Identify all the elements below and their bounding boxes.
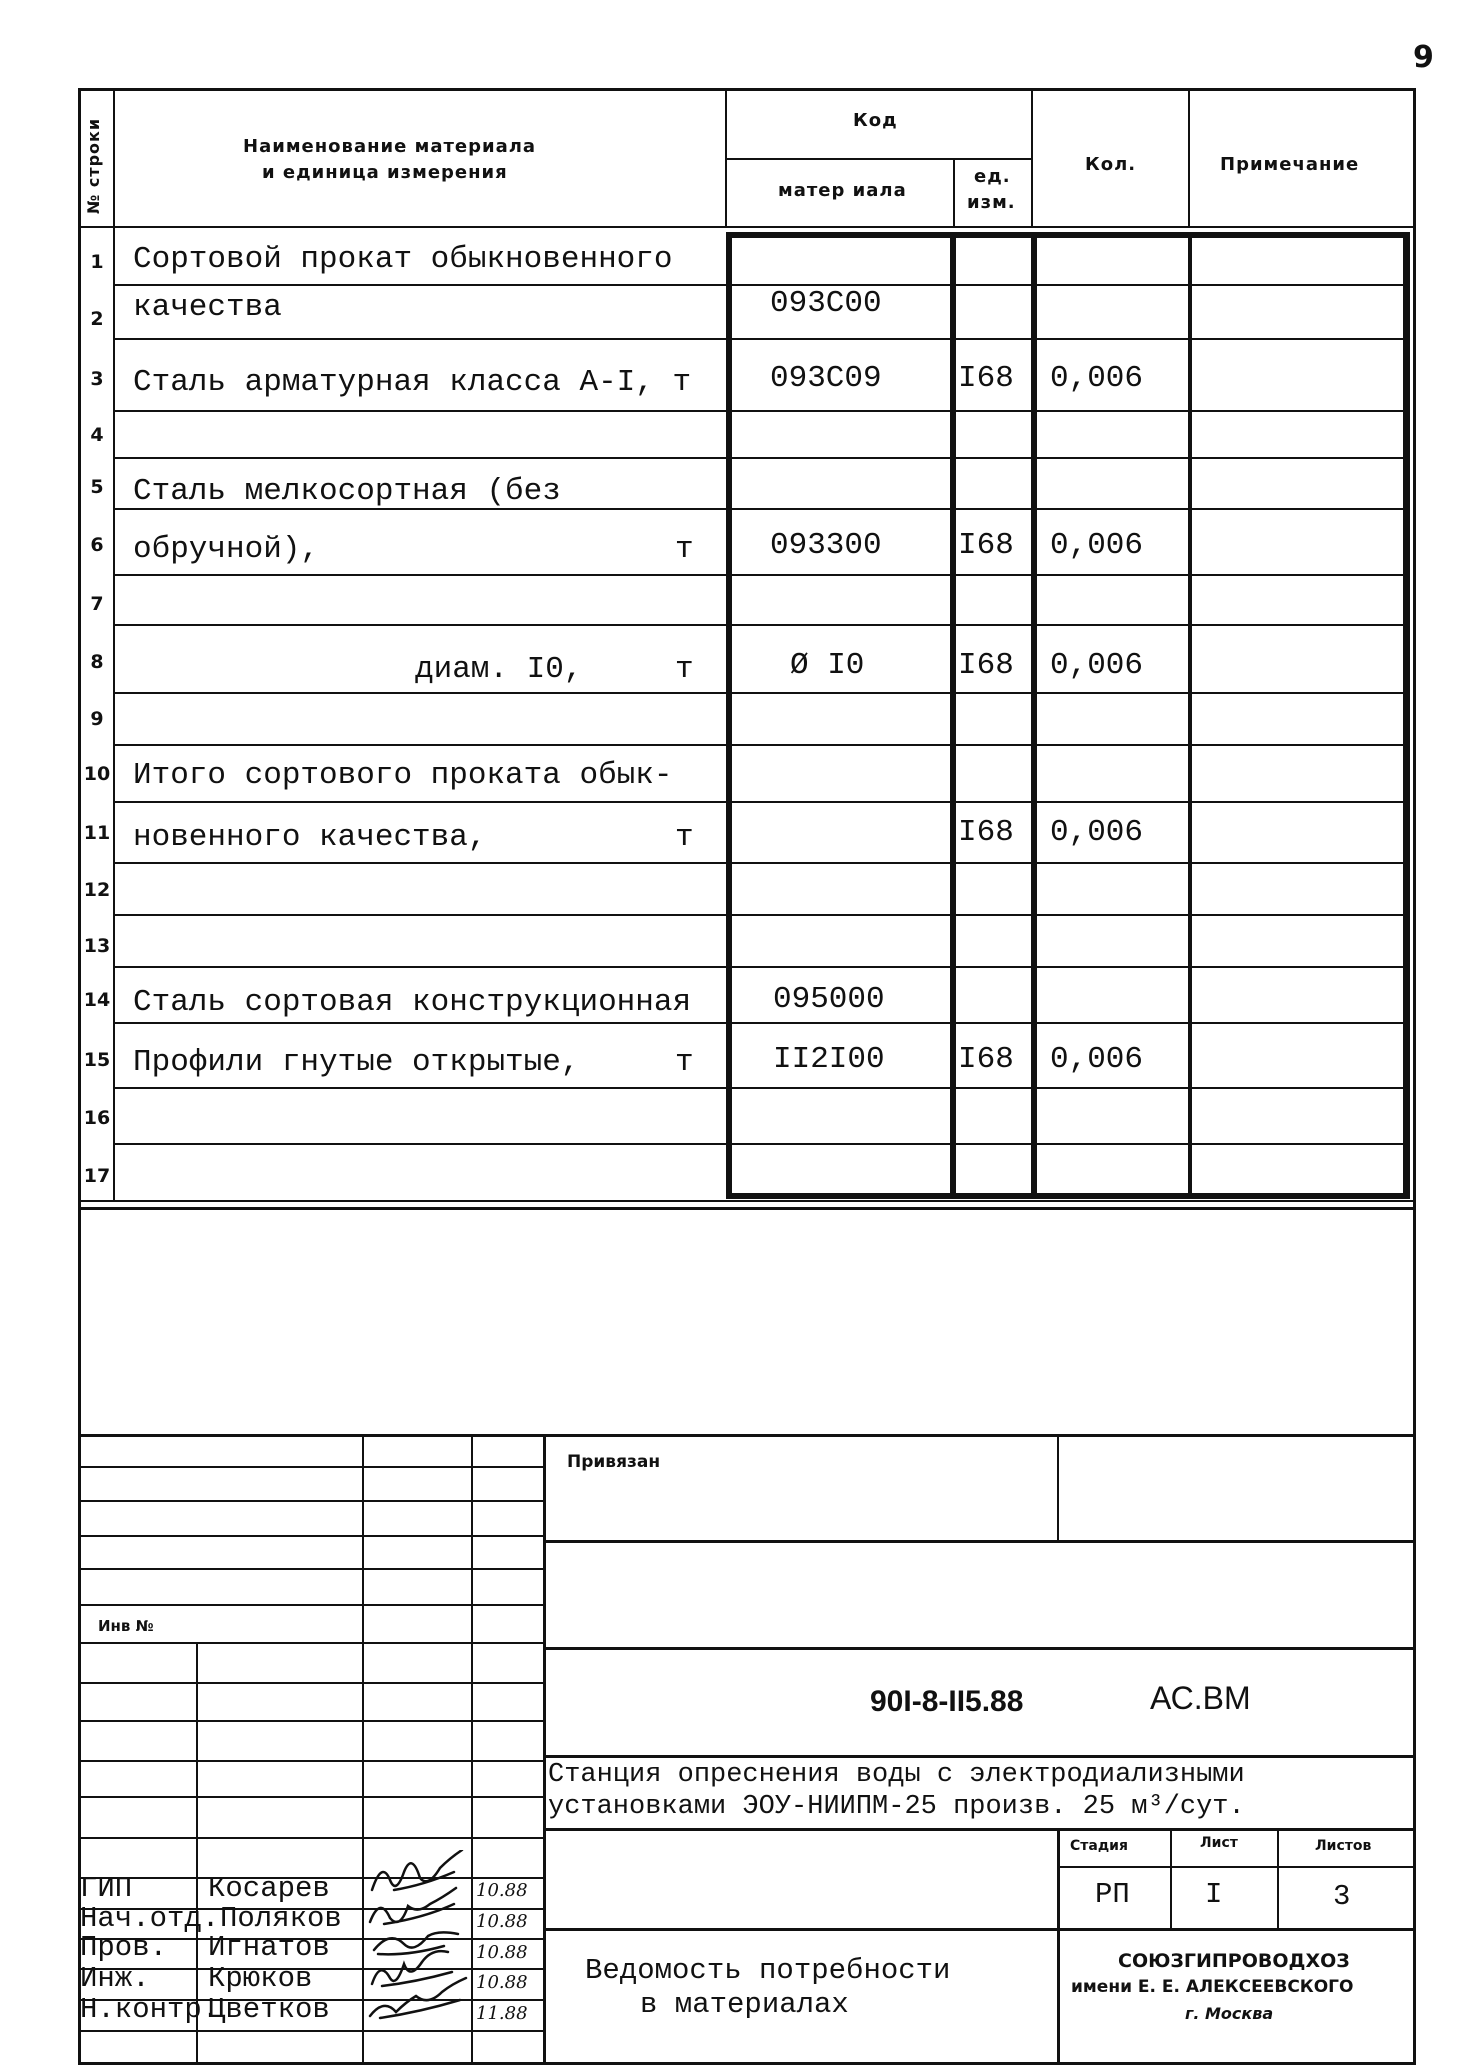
material-code: II2I00 xyxy=(773,1042,885,1077)
row-number: 6 xyxy=(90,534,104,556)
person-role: Нач.отд. xyxy=(80,1902,220,1935)
project-title-line1: Станция опреснения воды с электродиализными xyxy=(548,1760,1245,1790)
unit-code: I68 xyxy=(958,815,1014,850)
unit-header-line2: изм. xyxy=(967,192,1016,213)
quantity: 0,006 xyxy=(1050,1042,1144,1077)
sign-date: 10.88 xyxy=(476,1942,528,1963)
material-code: 093300 xyxy=(770,528,882,563)
material-name: Сталь мелкосортная (без xyxy=(133,474,561,509)
sign-date: 10.88 xyxy=(476,1911,528,1932)
row-number: 12 xyxy=(83,879,111,901)
person-name: Крюков xyxy=(208,1962,313,1995)
note-header: Примечание xyxy=(1220,154,1360,175)
row-number: 3 xyxy=(90,368,104,390)
row-number: 2 xyxy=(90,308,104,330)
sign-date: 10.88 xyxy=(476,1880,528,1901)
material-name: Профили гнутые открытые, xyxy=(133,1045,580,1080)
unit-symbol: т xyxy=(675,820,694,855)
sheet-value: I xyxy=(1205,1878,1223,1911)
quantity: 0,006 xyxy=(1050,528,1144,563)
unit-header-line1: ед. xyxy=(974,166,1011,187)
row-number-header: № строки xyxy=(84,117,103,214)
person-role: Инж. xyxy=(80,1962,150,1995)
person-role: Пров. xyxy=(80,1931,168,1964)
organization-subtitle: имени Е. Е. АЛЕКСЕЕВСКОГО xyxy=(1071,1977,1354,1997)
unit-symbol: т xyxy=(675,1045,694,1080)
quantity-header: Кол. xyxy=(1085,154,1137,175)
material-code: Ø I0 xyxy=(790,648,865,683)
code-header: Код xyxy=(853,110,898,131)
material-code: 093С09 xyxy=(770,361,882,396)
project-title-line2: установками ЭОУ-НИИПМ-25 произв. 25 м³/сут. xyxy=(548,1792,1245,1822)
document-name-line2: в материалах xyxy=(640,1988,849,2021)
unit-code: I68 xyxy=(958,1042,1014,1077)
signature-4 xyxy=(372,1951,452,1986)
unit-code: I68 xyxy=(958,528,1014,563)
row-number: 9 xyxy=(90,708,104,730)
quantity: 0,006 xyxy=(1050,815,1144,850)
material-name: Сортовой прокат обыкновенного xyxy=(133,242,673,277)
sign-date: 10.88 xyxy=(476,1972,528,1993)
signature-2 xyxy=(370,1888,456,1924)
stage-value: РП xyxy=(1095,1878,1130,1911)
material-name: обручной), xyxy=(133,532,320,567)
material-name: Итого сортового проката обык- xyxy=(133,758,673,793)
row-number: 5 xyxy=(90,476,104,498)
document-code: 90I-8-II5.88 xyxy=(870,1685,1024,1718)
person-name: Косарев xyxy=(208,1872,330,1905)
sign-date: 11.88 xyxy=(476,2003,528,2024)
quantity: 0,006 xyxy=(1050,361,1144,396)
signatures-graphic xyxy=(364,1850,472,2062)
person-role: Н.контр. xyxy=(80,1993,220,2026)
name-header-line2: и единица измерения xyxy=(262,162,508,183)
material-code: 095000 xyxy=(773,982,885,1017)
material-name: новенного качества, xyxy=(133,820,487,855)
sheets-value: 3 xyxy=(1333,1880,1351,1913)
name-header-line1: Наименование материала xyxy=(243,136,537,157)
material-name: Сталь сортовая конструкционная xyxy=(133,985,692,1020)
unit-symbol: т xyxy=(675,532,694,567)
row-number: 13 xyxy=(83,935,111,957)
document-name-line1: Ведомость потребности xyxy=(585,1954,951,1987)
document-type: АС.ВМ xyxy=(1150,1680,1251,1716)
person-name: Поляков xyxy=(220,1902,342,1935)
unit-symbol: т xyxy=(675,652,694,687)
material-name: качества xyxy=(133,290,282,325)
material-name: Сталь арматурная класса А-I, т xyxy=(133,365,692,400)
row-number: 15 xyxy=(83,1049,111,1071)
unit-code: I68 xyxy=(958,361,1014,396)
inventory-number-label: Инв № xyxy=(98,1617,154,1635)
person-name: Цветков xyxy=(208,1993,330,2026)
row-number: 14 xyxy=(83,989,111,1011)
row-number: 1 xyxy=(90,251,104,273)
signature-5 xyxy=(370,1978,466,2018)
person-name: Игнатов xyxy=(208,1931,330,1964)
page-number: 9 xyxy=(1413,40,1434,75)
material-code: 093С00 xyxy=(770,286,882,321)
sheets-label: Листов xyxy=(1315,1838,1372,1854)
material-code-header: матер иала xyxy=(778,180,907,201)
row-number: 10 xyxy=(83,763,111,785)
row-number: 8 xyxy=(90,651,104,673)
material-name: диам. I0, xyxy=(415,652,583,687)
unit-code: I68 xyxy=(958,648,1014,683)
person-role: ГИП xyxy=(80,1872,133,1905)
sheet-label: Лист xyxy=(1200,1835,1238,1851)
signature-1 xyxy=(372,1850,462,1890)
privyazan-label: Привязан xyxy=(567,1452,661,1472)
organization-name: СОЮЗГИПРОВОДХОЗ xyxy=(1118,1950,1350,1972)
row-number: 16 xyxy=(83,1107,111,1129)
row-number: 7 xyxy=(90,593,104,615)
quantity: 0,006 xyxy=(1050,648,1144,683)
stage-label: Стадия xyxy=(1070,1838,1128,1854)
row-number: 11 xyxy=(83,822,111,844)
row-number: 17 xyxy=(83,1165,111,1187)
organization-city: г. Москва xyxy=(1185,2004,1274,2023)
row-number: 4 xyxy=(90,424,104,446)
